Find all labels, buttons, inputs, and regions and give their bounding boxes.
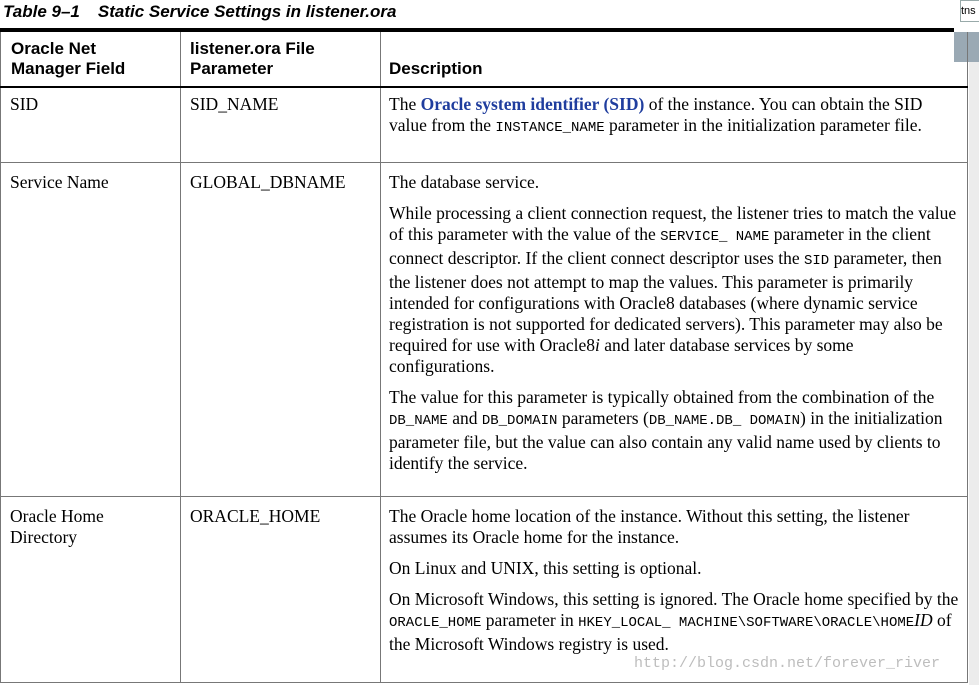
row3-desc-p2: On Linux and UNIX, this setting is optional. [389, 558, 702, 578]
row1-param: SID_NAME [190, 94, 279, 114]
table-bottom-rule [0, 682, 968, 683]
side-search-field[interactable]: tns [960, 0, 979, 22]
row2-param: GLOBAL_DBNAME [190, 172, 346, 192]
header-field: Oracle Net Manager Field [11, 39, 126, 78]
row2-desc-p3: The value for this parameter is typically obtained from the combination of the DB_NAME and DB_DOMAIN parameters (DB_NAME.DB_ DOMAIN) in the initialization parameter file, but the value can also contain any valid name used by clients to identify the service. [389, 387, 943, 473]
row2-field: Service Name [10, 172, 109, 192]
row3-param: ORACLE_HOME [190, 506, 321, 526]
table-border-left [0, 32, 1, 683]
column-divider-1 [180, 32, 181, 683]
table-top-rule [0, 28, 954, 32]
watermark: http://blog.csdn.net/forever_river [634, 655, 941, 672]
header-rule [0, 86, 968, 88]
row-divider-1 [0, 162, 968, 163]
row2-desc-p2: While processing a client connection request, the listener tries to match the value of this parameter with the value of the SERVICE_ NAME parameter in the client connect descriptor. If the client connect descriptor uses the SID parameter, then the listener does not attempt to map the values. This parameter is primarily intended for configurations with Oracle8 databases (where dynamic service registration is not supported for dedicated servers). This parameter may also be required for use with Oracle8i and later database services by some configurations. [389, 203, 957, 376]
sid-glossary-link[interactable]: Oracle system identifier (SID) [420, 94, 645, 114]
row3-desc-p1: The Oracle home location of the instance. Without this setting, the listener assumes its Oracle home for the instance. [389, 506, 910, 547]
row2-desc-p1: The database service. [389, 172, 540, 192]
row3-field: Oracle Home Directory [10, 506, 104, 547]
row3-description [389, 506, 961, 665]
header-description: Description [389, 59, 483, 78]
caption-title: Static Service Settings in listener.ora [97, 2, 397, 21]
row1-field: SID [10, 94, 39, 114]
header-parameter: listener.ora File Parameter [190, 39, 315, 78]
caption-number: Table 9–1 [3, 2, 80, 21]
table-border-right [967, 32, 968, 683]
column-divider-2 [380, 32, 381, 683]
row2-description [389, 172, 961, 484]
side-scroll-strip [969, 62, 979, 685]
row3-desc-p3: On Microsoft Windows, this setting is ignored. The Oracle home specified by the ORACLE_HOME parameter in HKEY_LOCAL_ MACHINE\SOFTWARE\ORACLE\HOMEID of the Microsoft Windows registry is used. [389, 589, 959, 654]
row1-description: The Oracle system identifier (SID) of the instance. You can obtain the SID value from the INSTANCE_NAME parameter in the initialization parameter file. [389, 94, 923, 136]
table-caption [3, 2, 396, 22]
row-divider-2 [0, 496, 968, 497]
